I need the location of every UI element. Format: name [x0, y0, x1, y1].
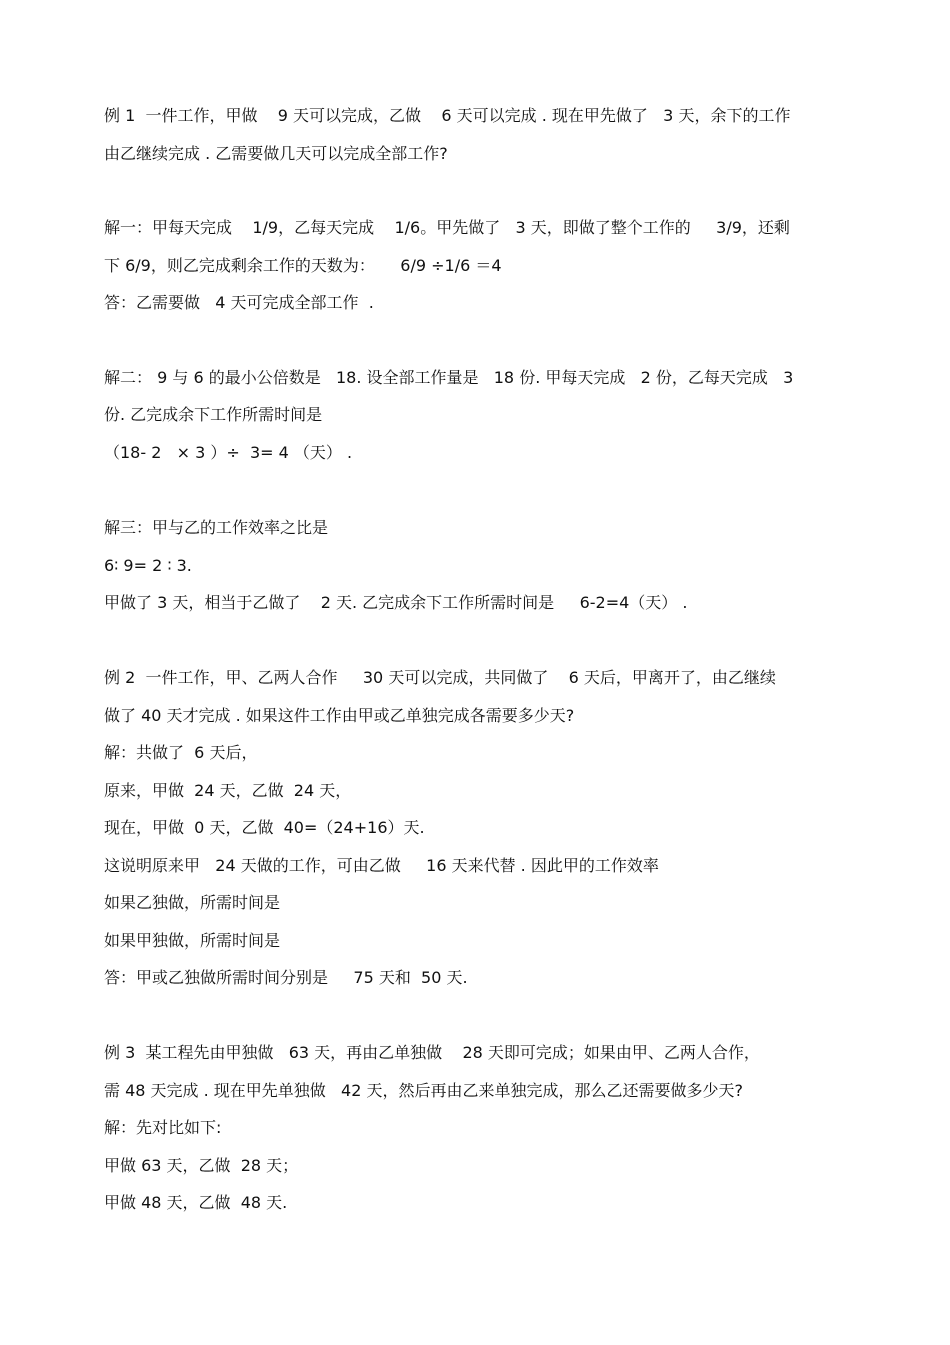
- example-2-solution-line-4: 这说明原来甲 24 天做的工作，可由乙做 16 天来代替 . 因此甲的工作效率: [104, 856, 659, 875]
- example-2-solution-line-6: 如果甲独做，所需时间是: [104, 931, 281, 950]
- solution-2-line-2: 份. 乙完成余下工作所需时间是: [104, 405, 323, 424]
- example-2-line-1: 例 2 一件工作，甲、乙两人合作 30 天可以完成，共同做了 6 天后，甲离开了，由乙继续: [104, 668, 776, 687]
- example-2-solution-line-3: 现在，甲做 0 天，乙做 40=（24+16）天.: [104, 818, 425, 837]
- example-3-solution-line-2: 甲做 63 天，乙做 28 天；: [104, 1156, 299, 1175]
- solution-1-line-1: 解一：甲每天完成 1/9，乙每天完成 1/6。甲先做了 3 天，即做了整个工作的 3/9，还剩: [104, 218, 790, 237]
- solution-3-line-1: 解三：甲与乙的工作效率之比是: [104, 518, 329, 537]
- solution-2-line-3: （18- 2 × 3 ）÷ 3= 4 （天） .: [104, 443, 353, 462]
- example-2-solution-line-1: 解：共做了 6 天后，: [104, 743, 258, 762]
- example-2-solution-line-5: 如果乙独做，所需时间是: [104, 893, 281, 912]
- example-1-line-2: 由乙继续完成 . 乙需要做几天可以完成全部工作?: [104, 144, 448, 163]
- example-1-line-1: 例 1 一件工作，甲做 9 天可以完成，乙做 6 天可以完成 . 现在甲先做了 3 天，余下的工作: [104, 106, 791, 125]
- example-3-solution-line-3: 甲做 48 天，乙做 48 天.: [104, 1193, 288, 1212]
- example-2-line-2: 做了 40 天才完成 . 如果这件工作由甲或乙单独完成各需要多少天?: [104, 706, 575, 725]
- example-3-solution-line-1: 解：先对比如下:: [104, 1118, 222, 1137]
- example-3-line-2: 需 48 天完成 . 现在甲先单独做 42 天，然后再由乙来单独完成，那么乙还需要做多少天?: [104, 1081, 743, 1100]
- solution-3-line-2: 6∶ 9= 2 ∶ 3.: [104, 556, 192, 575]
- solution-3-line-3: 甲做了 3 天，相当于乙做了 2 天. 乙完成余下工作所需时间是 6-2=4（天） .: [104, 593, 688, 612]
- example-2-solution-line-2: 原来，甲做 24 天，乙做 24 天，: [104, 781, 352, 800]
- answer-2: 答：甲或乙独做所需时间分别是 75 天和 50 天.: [104, 968, 468, 987]
- solution-2-line-1: 解二： 9 与 6 的最小公倍数是 18. 设全部工作量是 18 份. 甲每天完成 2 份，乙每天完成 3: [104, 368, 794, 387]
- example-3-line-1: 例 3 某工程先由甲独做 63 天，再由乙单独做 28 天即可完成；如果由甲、乙两人合作，: [104, 1043, 760, 1062]
- solution-1-line-2: 下 6/9，则乙完成剩余工作的天数为： 6/9 ÷1/6 ＝4: [104, 256, 502, 275]
- answer-1: 答：乙需要做 4 天可完成全部工作 .: [104, 293, 374, 312]
